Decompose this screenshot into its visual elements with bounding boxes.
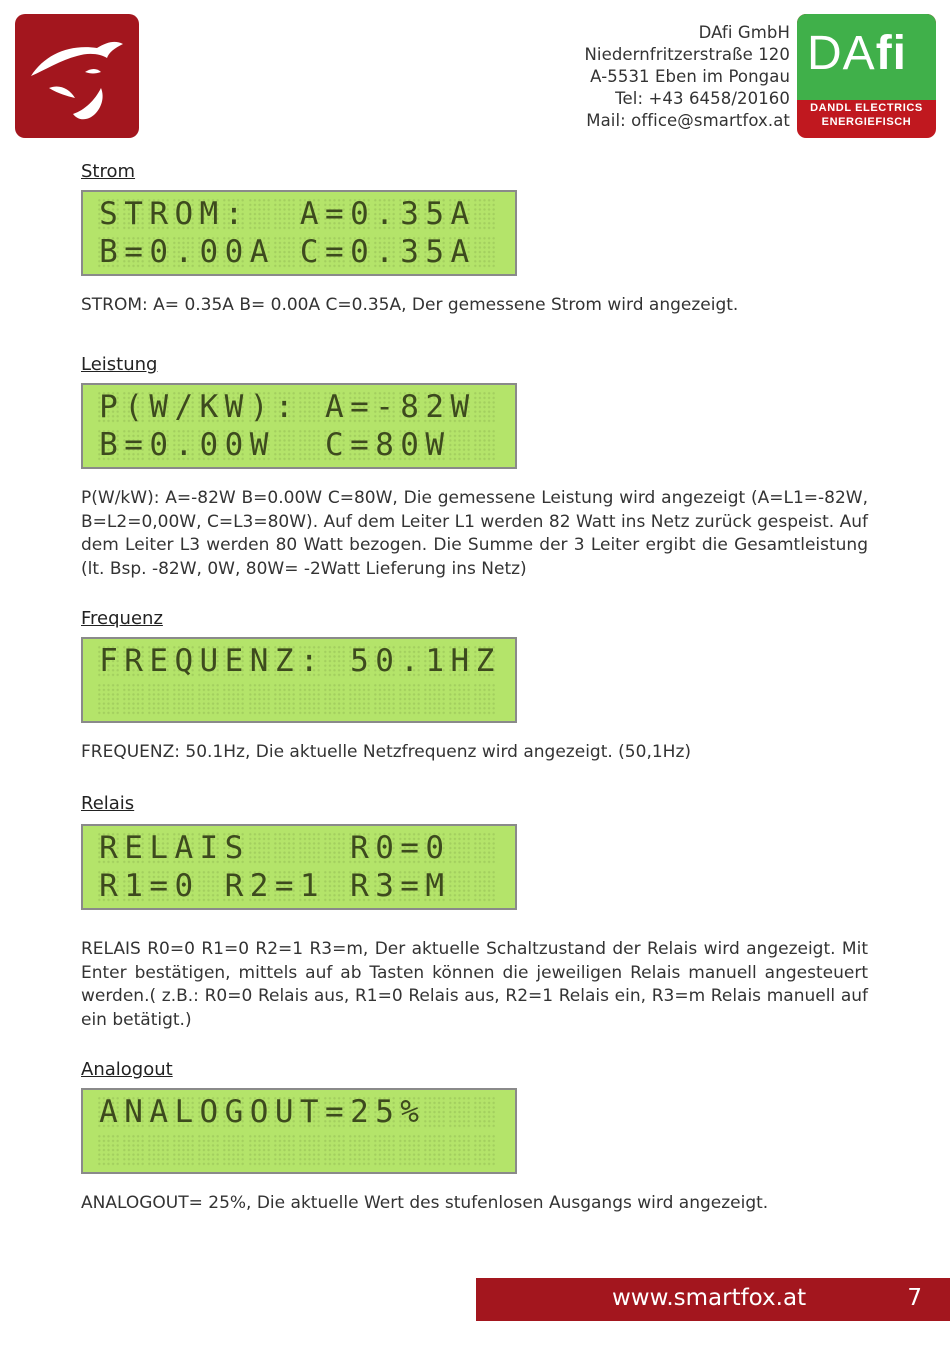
lcd-char-cell: M <box>423 870 446 902</box>
lcd-char-cell: 1 <box>122 870 145 902</box>
lcd-char-cell: R <box>97 870 120 902</box>
lcd-line-1 <box>97 391 499 423</box>
company-mail: Mail: office@smartfox.at <box>586 111 790 130</box>
lcd-char-cell <box>448 832 471 864</box>
lcd-char-cell <box>298 391 321 423</box>
lcd-char-cell <box>398 1134 421 1166</box>
lcd-char-cell: G <box>222 1096 245 1128</box>
lcd-char-cell <box>323 832 346 864</box>
lcd-char-cell: R <box>348 832 371 864</box>
lcd-char-cell: B <box>97 429 120 461</box>
section-description-relais: RELAIS R0=0 R1=0 R2=1 R3=m, Der aktuelle Schaltzustand der Relais wird angezeigt. Mit Enter bestätigen, mittels auf ab Tasten können die jeweiligen Relais manuell angesteuert werden.( z.B.: R0=0 Relais aus, R1=0 Relais aus, R2=1 Relais ein, R3=m Relais manuell auf ein betätigt.) <box>81 939 868 1030</box>
lcd-display-strom <box>81 190 517 276</box>
lcd-char-cell: L <box>147 832 170 864</box>
lcd-char-cell <box>423 1096 446 1128</box>
lcd-char-cell <box>273 236 296 268</box>
lcd-char-cell: N <box>248 645 271 677</box>
lcd-char-cell: A <box>298 198 321 230</box>
lcd-char-cell: A <box>323 391 346 423</box>
company-city: A-5531 Eben im Pongau <box>590 67 790 86</box>
section-description-strom: STROM: A= 0.35A B= 0.00A C=0.35A, Der gemessene Strom wird angezeigt. <box>81 295 739 315</box>
page-number: 7 <box>907 1285 922 1311</box>
lcd-char-cell <box>122 1134 145 1166</box>
lcd-char-cell: = <box>122 236 145 268</box>
lcd-char-cell <box>122 683 145 715</box>
lcd-char-cell: C <box>298 236 321 268</box>
lcd-char-cell <box>273 429 296 461</box>
lcd-char-cell <box>222 1134 245 1166</box>
lcd-char-cell <box>473 1096 496 1128</box>
lcd-char-cell: 0 <box>197 429 220 461</box>
lcd-char-cell: 3 <box>398 198 421 230</box>
lcd-display-analogout <box>81 1088 517 1174</box>
lcd-char-cell: W <box>248 429 271 461</box>
lcd-char-cell: 2 <box>248 870 271 902</box>
lcd-char-cell: 8 <box>398 391 421 423</box>
dafi-logo <box>797 14 936 138</box>
lcd-char-cell <box>273 198 296 230</box>
section-description-leistung: P(W/kW): A=-82W B=0.00W C=80W, Die gemessene Leistung wird angezeigt (A=L1=-82W, B=L2=0,00W, C=L3=80W). Auf dem Leiter L1 werden 82 Watt ins Netz zurück gespeist. Auf dem Leiter L3 werden 80 Watt bezogen. Die Summe der 3 Leiter ergibt die Gesamtleistung (lt. Bsp. -82W, 0W, 80W= -2Watt Lieferung ins Netz) <box>81 488 868 579</box>
lcd-char-cell: S <box>222 832 245 864</box>
lcd-char-cell: F <box>97 645 120 677</box>
lcd-line-2 <box>97 683 499 715</box>
lcd-char-cell <box>348 683 371 715</box>
lcd-char-cell: = <box>273 870 296 902</box>
lcd-char-cell: I <box>197 832 220 864</box>
lcd-char-cell: N <box>122 1096 145 1128</box>
lcd-char-cell: O <box>248 1096 271 1128</box>
lcd-line-1 <box>97 1096 499 1128</box>
lcd-char-cell: C <box>323 429 346 461</box>
lcd-char-cell <box>298 683 321 715</box>
lcd-char-cell: = <box>348 391 371 423</box>
lcd-char-cell <box>323 645 346 677</box>
lcd-char-cell <box>197 870 220 902</box>
lcd-char-cell: = <box>147 870 170 902</box>
section-title-leistung: Leistung <box>81 354 158 375</box>
lcd-char-cell: 5 <box>373 1096 396 1128</box>
lcd-char-cell: P <box>97 391 120 423</box>
footer-website-link[interactable]: www.smartfox.at <box>612 1285 807 1311</box>
lcd-char-cell <box>172 683 195 715</box>
lcd-char-cell: Z <box>473 645 496 677</box>
dafi-logo-text: DAfi <box>807 27 908 80</box>
lcd-char-cell: E <box>222 645 245 677</box>
lcd-char-cell: 0 <box>398 429 421 461</box>
lcd-char-cell: 0 <box>373 832 396 864</box>
lcd-char-cell <box>423 683 446 715</box>
lcd-char-cell: T <box>298 1096 321 1128</box>
lcd-char-cell: 8 <box>373 429 396 461</box>
lcd-char-cell <box>348 1134 371 1166</box>
lcd-line-2 <box>97 429 499 461</box>
lcd-char-cell: 1 <box>423 645 446 677</box>
section-title-relais: Relais <box>81 793 135 814</box>
lcd-char-cell: : <box>298 645 321 677</box>
lcd-char-cell: 2 <box>348 1096 371 1128</box>
lcd-char-cell: = <box>323 198 346 230</box>
lcd-display-frequenz <box>81 637 517 723</box>
lcd-char-cell: . <box>398 645 421 677</box>
lcd-char-cell <box>373 683 396 715</box>
lcd-char-cell <box>248 683 271 715</box>
lcd-char-cell: . <box>373 198 396 230</box>
dafi-logo-subline-1: DANDL ELECTRICS <box>810 102 923 114</box>
lcd-char-cell: 0 <box>147 429 170 461</box>
lcd-char-cell: = <box>323 1096 346 1128</box>
lcd-char-cell: T <box>122 198 145 230</box>
lcd-char-cell: H <box>448 645 471 677</box>
lcd-char-cell: = <box>323 236 346 268</box>
lcd-char-cell: A <box>172 832 195 864</box>
lcd-char-cell: . <box>172 236 195 268</box>
lcd-char-cell: R <box>97 832 120 864</box>
lcd-char-cell <box>373 1134 396 1166</box>
lcd-char-cell <box>97 683 120 715</box>
lcd-char-cell <box>448 870 471 902</box>
fox-head-icon <box>15 14 139 138</box>
lcd-char-cell <box>147 1134 170 1166</box>
lcd-char-cell: = <box>122 429 145 461</box>
lcd-line-1 <box>97 645 499 677</box>
dafi-logo-subline-2: ENERGIEFISCH <box>821 116 912 128</box>
lcd-char-cell: = <box>348 429 371 461</box>
lcd-char-cell: 0 <box>147 236 170 268</box>
lcd-line-2 <box>97 1134 499 1166</box>
lcd-char-cell: . <box>373 236 396 268</box>
lcd-char-cell: L <box>172 1096 195 1128</box>
lcd-char-cell: : <box>222 198 245 230</box>
lcd-char-cell <box>448 429 471 461</box>
lcd-char-cell <box>172 1134 195 1166</box>
lcd-char-cell: 1 <box>298 870 321 902</box>
lcd-char-cell <box>298 429 321 461</box>
lcd-char-cell: ( <box>122 391 145 423</box>
lcd-char-cell: R <box>222 870 245 902</box>
lcd-char-cell: Q <box>172 645 195 677</box>
lcd-char-cell: W <box>147 391 170 423</box>
section-description-analogout: ANALOGOUT= 25%, Die aktuelle Wert des stufenlosen Ausgangs wird angezeigt. <box>81 1193 769 1213</box>
lcd-display-relais <box>81 824 517 910</box>
lcd-char-cell: 2 <box>423 391 446 423</box>
lcd-char-cell: O <box>172 198 195 230</box>
lcd-char-cell: 0 <box>222 236 245 268</box>
smartfox-logo <box>15 14 139 138</box>
lcd-char-cell: = <box>398 870 421 902</box>
lcd-char-cell <box>248 198 271 230</box>
lcd-char-cell: / <box>172 391 195 423</box>
lcd-char-cell: A <box>248 236 271 268</box>
company-phone: Tel: +43 6458/20160 <box>615 89 790 108</box>
lcd-char-cell: ) <box>248 391 271 423</box>
lcd-char-cell: U <box>273 1096 296 1128</box>
lcd-line-2 <box>97 236 499 268</box>
lcd-char-cell <box>323 683 346 715</box>
lcd-char-cell <box>273 832 296 864</box>
lcd-char-cell <box>473 391 496 423</box>
lcd-char-cell: R <box>122 645 145 677</box>
lcd-char-cell: A <box>147 1096 170 1128</box>
lcd-char-cell <box>197 683 220 715</box>
lcd-char-cell <box>473 832 496 864</box>
lcd-char-cell <box>473 683 496 715</box>
lcd-char-cell <box>398 683 421 715</box>
lcd-char-cell: 0 <box>423 832 446 864</box>
lcd-char-cell <box>448 683 471 715</box>
lcd-char-cell: M <box>197 198 220 230</box>
lcd-char-cell: K <box>197 391 220 423</box>
company-address <box>584 22 790 132</box>
lcd-line-1 <box>97 198 499 230</box>
lcd-char-cell: 0 <box>373 645 396 677</box>
lcd-char-cell <box>248 1134 271 1166</box>
lcd-char-cell <box>248 832 271 864</box>
lcd-char-cell: E <box>147 645 170 677</box>
lcd-display-leistung <box>81 383 517 469</box>
lcd-char-cell: W <box>423 429 446 461</box>
lcd-line-2 <box>97 870 499 902</box>
lcd-char-cell: R <box>147 198 170 230</box>
lcd-char-cell: O <box>197 1096 220 1128</box>
lcd-char-cell: Z <box>273 645 296 677</box>
lcd-char-cell <box>473 429 496 461</box>
lcd-char-cell: 3 <box>398 236 421 268</box>
lcd-char-cell: 5 <box>423 236 446 268</box>
lcd-char-cell: 0 <box>197 236 220 268</box>
lcd-char-cell <box>323 1134 346 1166</box>
lcd-char-cell: 0 <box>348 198 371 230</box>
lcd-char-cell <box>473 236 496 268</box>
section-title-analogout: Analogout <box>81 1059 173 1080</box>
lcd-char-cell <box>473 198 496 230</box>
lcd-char-cell <box>273 683 296 715</box>
lcd-char-cell: 0 <box>222 429 245 461</box>
lcd-char-cell <box>448 1096 471 1128</box>
lcd-char-cell: B <box>97 236 120 268</box>
lcd-char-cell <box>323 870 346 902</box>
lcd-char-cell: 3 <box>373 870 396 902</box>
section-title-strom: Strom <box>81 161 136 182</box>
section-title-frequenz: Frequenz <box>81 608 163 629</box>
lcd-char-cell: 5 <box>348 645 371 677</box>
lcd-char-cell <box>473 1134 496 1166</box>
lcd-char-cell <box>97 1134 120 1166</box>
lcd-char-cell: E <box>122 832 145 864</box>
section-description-frequenz: FREQUENZ: 50.1Hz, Die aktuelle Netzfrequenz wird angezeigt. (50,1Hz) <box>81 742 691 762</box>
lcd-char-cell <box>423 1134 446 1166</box>
lcd-char-cell <box>298 832 321 864</box>
lcd-char-cell <box>448 1134 471 1166</box>
lcd-char-cell: A <box>448 236 471 268</box>
lcd-char-cell: A <box>448 198 471 230</box>
lcd-char-cell: U <box>197 645 220 677</box>
lcd-char-cell <box>273 1134 296 1166</box>
lcd-char-cell: = <box>398 832 421 864</box>
lcd-char-cell: 0 <box>172 870 195 902</box>
lcd-char-cell <box>298 1134 321 1166</box>
lcd-char-cell <box>473 870 496 902</box>
lcd-char-cell: A <box>97 1096 120 1128</box>
lcd-char-cell: - <box>373 391 396 423</box>
lcd-char-cell: 5 <box>423 198 446 230</box>
company-street: Niedernfritzerstraße 120 <box>584 45 790 64</box>
lcd-line-1 <box>97 832 499 864</box>
lcd-char-cell: % <box>398 1096 421 1128</box>
lcd-char-cell: R <box>348 870 371 902</box>
company-name: DAfi GmbH <box>698 23 790 42</box>
lcd-char-cell: : <box>273 391 296 423</box>
lcd-char-cell: . <box>172 429 195 461</box>
lcd-char-cell <box>222 683 245 715</box>
lcd-char-cell: W <box>222 391 245 423</box>
lcd-char-cell: S <box>97 198 120 230</box>
lcd-char-cell <box>197 1134 220 1166</box>
lcd-char-cell <box>147 683 170 715</box>
lcd-char-cell: 0 <box>348 236 371 268</box>
lcd-char-cell: W <box>448 391 471 423</box>
